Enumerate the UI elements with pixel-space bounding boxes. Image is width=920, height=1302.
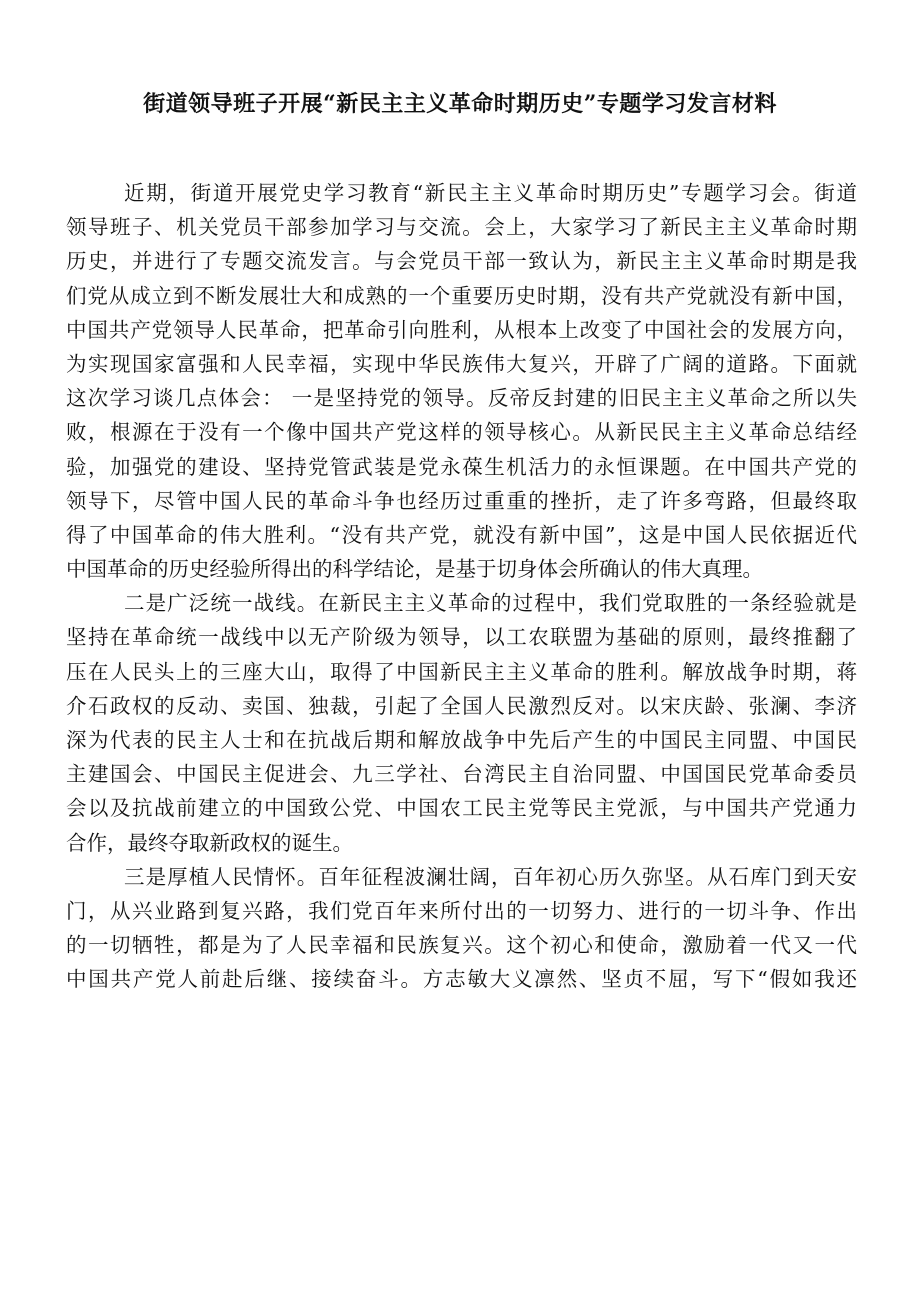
text-line: 三是厚植人民情怀。百年征程波澜壮阔，百年初心历久弥坚。从石库门到天安: [124, 864, 857, 889]
text-line: 二是广泛统一战线。在新民主主义革命的过程中，我们党取胜的一条经验就是: [124, 591, 857, 616]
text-line: 介石政权的反动、卖国、独裁，引起了全国人民激烈反对。以宋庆龄、张澜、李济: [66, 693, 857, 718]
text-line: 坚持在革命统一战线中以无产阶级为领导，以工农联盟为基础的原则，最终推翻了: [66, 625, 857, 650]
text-line: 近期，街道开展党史学习教育“新民主主义革命时期历史”专题学习会。街道: [124, 181, 857, 205]
text-line: 压在人民头上的三座大山，取得了中国新民主主义革命的胜利。解放战争时期，蒋: [66, 659, 857, 684]
text-line: 主建国会、中国民主促进会、九三学社、台湾民主自治同盟、中国国民党革命委员: [66, 762, 857, 787]
text-line: 为实现国家富强和人民幸福，实现中华民族伟大复兴，开辟了广阔的道路。下面就: [66, 351, 857, 376]
page-title: 街道领导班子开展“新民主主义革命时期历史”专题学习发言材料: [143, 91, 777, 117]
paragraph-2: [66, 586, 857, 860]
text-line: 会以及抗战前建立的中国致公党、中国农工民主党等民主党派，与中国共产党通力: [66, 796, 857, 821]
text-line: 败，根源在于没有一个像中国共产党这样的领导核心。从新民民主主义革命总结经: [66, 420, 857, 445]
text-line: 验，加强党的建设、坚持党管武装是党永葆生机活力的永恒课题。在中国共产党的: [66, 454, 857, 479]
text-line: 得了中国革命的伟大胜利。“没有共产党，就没有新中国”，这是中国人民依据近代: [66, 522, 857, 547]
paragraph-3: [66, 860, 857, 997]
paragraph-1: [66, 176, 857, 586]
text-line: 们党从成立到不断发展壮大和成熟的一个重要历史时期，没有共产党就没有新中国，: [66, 283, 857, 308]
text-line: 这次学习谈几点体会： 一是坚持党的领导。反帝反封建的旧民主主义革命之所以失: [66, 386, 857, 411]
text-line: 中国革命的历史经验所得出的科学结论，是基于切身体会所确认的伟大真理。: [66, 557, 763, 582]
text-line: 领导班子、机关党员干部参加学习与交流。会上，大家学习了新民主主义革命时期: [66, 215, 857, 240]
text-line: 的一切牺牲，都是为了人民幸福和民族复兴。这个初心和使命，激励着一代又一代: [66, 933, 857, 958]
text-line: 深为代表的民主人士和在抗战后期和解放战争中先后产生的中国民主同盟、中国民: [66, 728, 857, 752]
text-line: 中国共产党领导人民革命，把革命引向胜利，从根本上改变了中国社会的发展方向，: [66, 317, 857, 342]
text-line: 门，从兴业路到复兴路，我们党百年来所付出的一切努力、进行的一切斗争、作出: [66, 898, 857, 923]
document-body: [66, 176, 857, 997]
text-line: 历史，并进行了专题交流发言。与会党员干部一致认为，新民主主义革命时期是我: [66, 249, 857, 274]
text-line: 领导下，尽管中国人民的革命斗争也经历过重重的挫折，走了许多弯路，但最终取: [66, 488, 857, 513]
text-line: 中国共产党人前赴后继、接续奋斗。方志敏大义凛然、坚贞不屈，写下“假如我还: [66, 967, 857, 992]
text-line: 合作，最终夺取新政权的诞生。: [66, 830, 353, 855]
